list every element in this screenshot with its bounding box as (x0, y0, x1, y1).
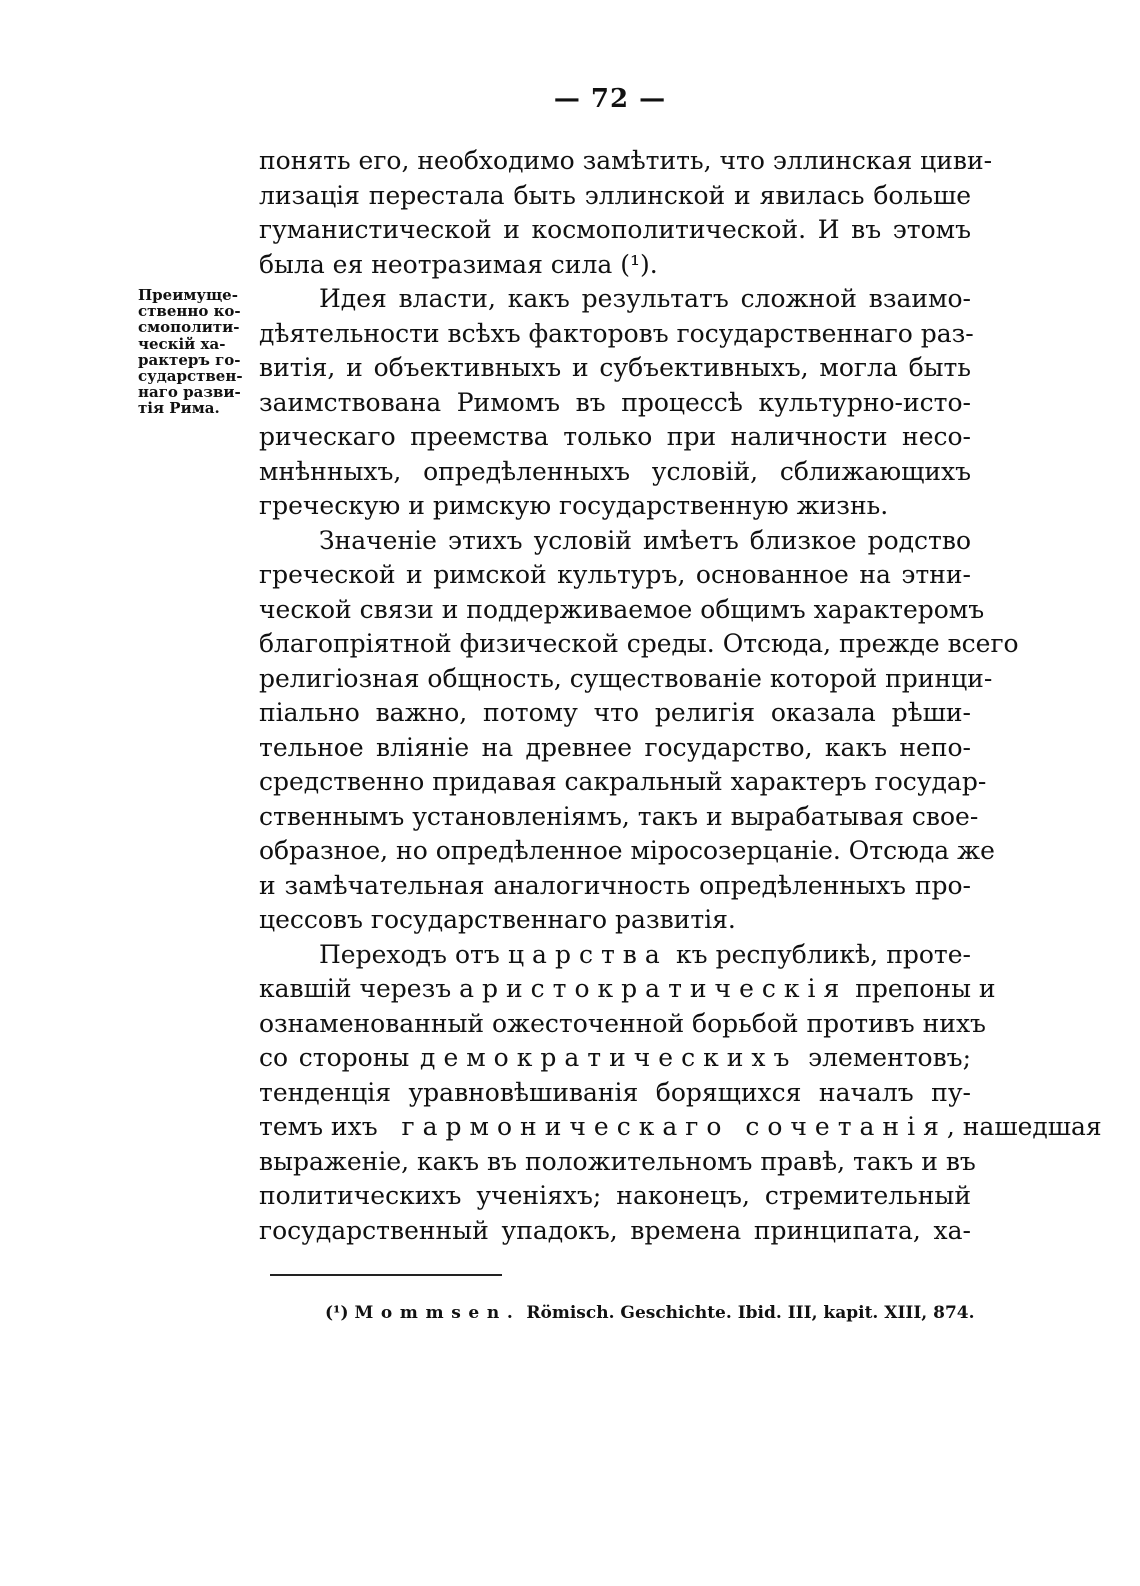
text-line: понять его, необходимо замѣтить, что эллинская циви- (259, 146, 993, 175)
text-line: дѣятельности всѣхъ факторовъ государственнаго раз- (259, 318, 974, 348)
footnote-text: Römisch. Geschichte. Ibid. III, kapit. XIII, 874. (526, 1303, 975, 1323)
text-line: витія, и объективныхъ и субъективныхъ, могла быть (259, 353, 971, 382)
spaced-emphasis: ъ гармоническаго сочетанія (361, 1112, 947, 1141)
text-line (259, 1110, 1102, 1145)
marginal-note-line: смополити- (138, 318, 240, 337)
marginal-note-line: Преимуще- (138, 286, 238, 304)
text-run: Переходъ отъ (319, 939, 500, 969)
text-line: заимствована Римомъ въ процессѣ культурно-исто- (259, 387, 971, 417)
marginal-note-line: ственно ко- (138, 302, 241, 321)
spaced-emphasis: царства (507, 939, 668, 969)
paragraph-2 (259, 282, 974, 524)
body-text (259, 144, 1102, 1248)
text-line: Значеніе этихъ условій имѣетъ близкое родство (319, 525, 971, 555)
text-line: была ея неотразимая сила (¹). (259, 249, 658, 279)
text-line: политическихъ ученіяхъ; наконецъ, стремительный (259, 1181, 971, 1210)
text-line: ческой связи и поддерживаемое общимъ характеромъ (259, 594, 985, 624)
text-line: ственнымъ установленіямъ, такъ и вырабатывая свое- (259, 801, 979, 831)
marginal-note (138, 287, 250, 417)
footnote-rule (270, 1274, 502, 1276)
text-run: кавшій черезъ (259, 974, 452, 1003)
text-line: Идея власти, какъ результатъ сложной взаимо- (319, 284, 971, 313)
marginal-note-line: тія Рима. (138, 399, 220, 418)
text-run: темъ их (259, 1112, 362, 1141)
text-line: и замѣчательная аналогичность опредѣленныхъ про- (259, 870, 971, 900)
text-run: къ республикѣ, проте- (675, 939, 971, 969)
footnote-marker: (¹) (325, 1303, 349, 1323)
paragraph-4 (259, 938, 1102, 1249)
text-line: ознаменованный ожесточенной борьбой противъ нихъ (259, 1008, 986, 1038)
text-run: препоны и (855, 974, 996, 1003)
text-line: піально важно, потому что религія оказала рѣши- (259, 698, 971, 727)
text-run: , нашедшая (946, 1112, 1102, 1141)
text-line: греческой и римской культуръ, основанное на этни- (259, 560, 971, 589)
marginal-note-line: наго разви- (138, 383, 241, 402)
text-run: элементовъ; (808, 1043, 972, 1072)
marginal-note-line: ческій ха- (138, 334, 226, 353)
text-line: тельное вліяніе на древнее государство, какъ непо- (259, 732, 971, 762)
text-run: со стороны (259, 1043, 410, 1072)
footnote-author: Mommsen. (354, 1303, 521, 1323)
footnote (325, 1303, 985, 1323)
text-line: цессовъ государственнаго развитія. (259, 905, 736, 934)
spaced-emphasis: аристократическія (459, 974, 848, 1003)
text-line: лизація перестала быть эллинской и явилась больше (259, 180, 971, 210)
text-line: образное, но опредѣленное міросозерцаніе. Отсюда же (259, 836, 995, 865)
marginal-note-line: сударствен- (138, 367, 243, 386)
text-line: гуманистической и космополитической. И въ этомъ (259, 215, 971, 244)
page-number: — 72 — (553, 84, 667, 114)
marginal-note-line: рактеръ го- (138, 350, 241, 369)
text-line: благопріятной физической среды. Отсюда, прежде всего (259, 629, 1019, 658)
text-line (259, 1041, 971, 1076)
paragraph-1 (259, 144, 993, 282)
paragraph-3 (259, 524, 1019, 938)
text-line: государственный упадокъ, времена принципата, ха- (259, 1215, 971, 1245)
text-line: мнѣнныхъ, опредѣленныхъ условій, сближающихъ (259, 456, 971, 486)
spaced-emphasis: демократическихъ (420, 1043, 798, 1072)
text-line (259, 938, 971, 973)
text-line: религіозная общность, существованіе которой принци- (259, 663, 993, 693)
text-line: средственно придавая сакральный характеръ государ- (259, 767, 987, 796)
text-line (259, 972, 996, 1007)
text-line: выраженіе, какъ въ положительномъ правѣ, такъ и въ (259, 1146, 976, 1176)
text-line: рическаго преемства только при наличности несо- (259, 422, 971, 451)
text-line: греческую и римскую государственную жизнь. (259, 491, 889, 520)
text-line: тенденція уравновѣшиванія борящихся началъ пу- (259, 1077, 971, 1107)
